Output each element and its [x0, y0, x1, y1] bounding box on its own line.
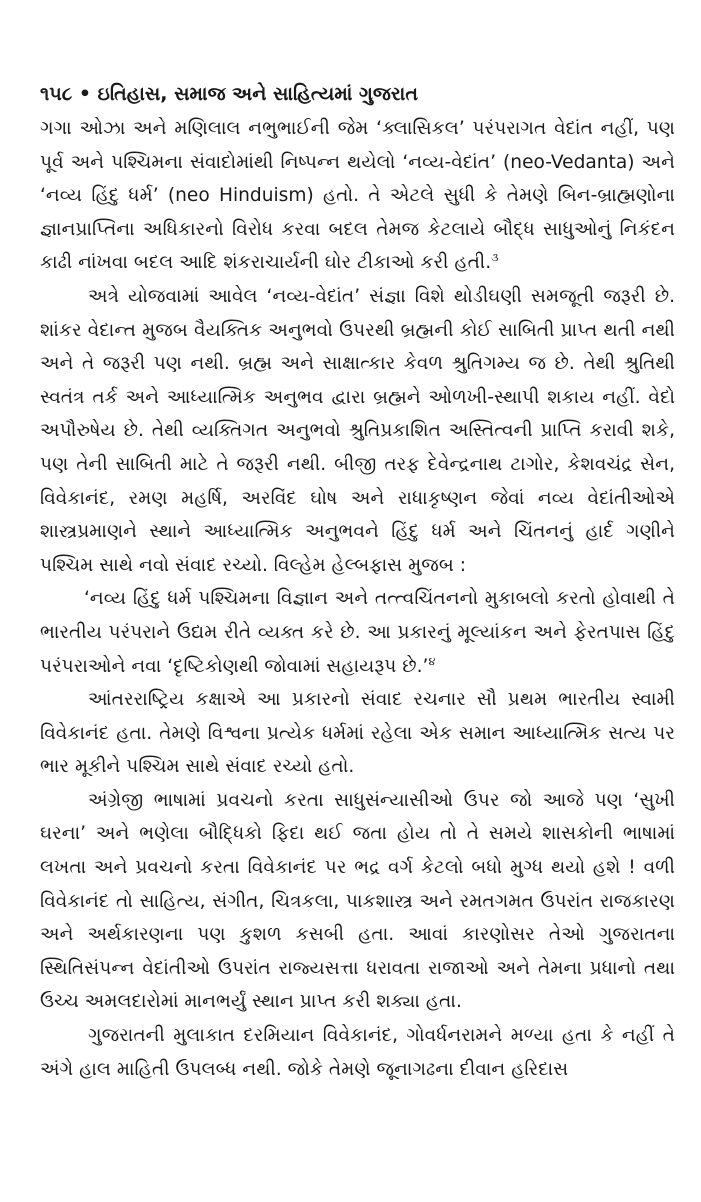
- paragraph-continuation: [40, 112, 675, 280]
- paragraph-gujarat-visit: [40, 1019, 675, 1086]
- paragraph-text: આંતરરાષ્ટ્રિય કક્ષાએ આ પ્રકારનો સંવાદ રચનાર સૌ પ્રથમ ભારતીય સ્વામી વિવેકાનંદ હતા. તેમણે વિશ્વના પ્રત્યેક ધર્મમાં રહેલા એક સમાન આધ્યાત્મિક સત્ય પર ભાર મૂકીને પશ્ચિમ સાથે સંવાદ રચ્યો હતો.: [40, 689, 675, 778]
- paragraph-neo-vedanta: [40, 280, 675, 582]
- paragraph-text: ગુજરાતની મુલાકાત દરમિયાન વિવેકાનંદ, ગોવર્ધનરામને મળ્યા હતા કે નહીં તે અંગે હાલ માહિતી ઉપલબ્ધ નથી. જોકે તેમણે જૂનાગઢના દીવાન હરિદાસ: [40, 1025, 675, 1080]
- block-quote: [40, 582, 675, 683]
- paragraph-text: અંગ્રેજી ભાષામાં પ્રવચનો કરતા સાધુસંન્યાસીઓ ઉપર જો આજે પણ ‘સુખી ઘરના’ અને ભણેલા બૌદ્ધિકો ફિદા થઈ જતા હોય તો તે સમયે શાસકોની ભાષામાં લખતા અને પ્રવચનો કરતા વિવેકાનંદ પર ભદ્ર વર્ગ કેટલો બધો મુગ્ધ થયો હશે ! વળી વિવેકાનંદ તો સાહિત્ય, સંગીત, ચિત્રકલા, પાકશાસ્ત્ર અને રમતગમત ઉપરાંત રાજકારણ અને અર્થકારણના પણ કુશળ કસબી હતા. આવાં કારણોસર તેઓ ગુજરાતના સ્થિતિસંપન્ન વેદાંતીઓ ઉપરાંત રાજ્યસત્તા ધરાવતા રાજાઓ અને તેમના પ્રધાનો તથા ઉચ્ચ અમલદારોમાં માનભર્યું સ્થાન પ્રાપ્ત કરી શક્યા હતા.: [40, 789, 675, 1013]
- paragraph-english-discourses: [40, 784, 675, 1019]
- paragraph-text: ગગા ઓઝા અને મણિલાલ નભુભાઈની જેમ ‘ક્લાસિકલ’ પરંપરાગત વેદાંત નહીં, પણ પૂર્વ અને પશ્ચિમના સંવાદોમાંથી નિષ્પન્ન થયેલો ‘નવ્ય-વેદાંત’ (neo-Vedanta) અને ‘નવ્ય હિંદુ ધર્મ’ (neo Hinduism) હતો. તે એટલે સુધી કે તેમણે બિન-બ્રાહ્મણોના જ્ઞાનપ્રાપ્તિના અધિકારનો વિરોધ કરવા બદલ તેમજ કેટલાયે બૌદ્ધ સાધુઓનું નિકંદન કાઢી નાંખવા બદલ આદિ શંકરાચાર્યની ઘોર ટીકાઓ કરી હતી.: [40, 118, 675, 274]
- running-head: ૧૫૮ • ઇતિહાસ, સમાજ અને સાહિત્યમાં ગુજરાત: [40, 83, 418, 105]
- footnote-marker: ૪: [428, 654, 436, 668]
- paragraph-vivekananda-dialogue: [40, 683, 675, 784]
- paragraph-text: અત્રે યોજવામાં આવેલ ‘નવ્ય-વેદાંત’ સંજ્ઞા વિશે થોડીઘણી સમજૂતી જરૂરી છે. શાંકર વેદાન્ત મુજબ વૈયક્તિક અનુભવો ઉપરથી બ્રહ્મની કોઈ સાબિતી પ્રાપ્ત થતી નથી અને તે જરૂરી પણ નથી. બ્રહ્મ અને સાક્ષાત્કાર કેવળ શ્રુતિગમ્ય જ છે. તેથી શ્રુતિથી સ્વતંત્ર તર્ક અને આધ્યાત્મિક અનુભવ દ્વારા બ્રહ્મને ઓળખી-સ્થાપી શકાય નહીં. વેદો અપૌરુષેય છે. તેથી વ્યક્તિગત અનુભવો શ્રુતિપ્રકાશિત અસ્તિત્વની પ્રાપ્તિ કરાવી શકે, પણ તેની સાબિતી માટે તે જરૂરી નથી. બીજી તરફ દેવેન્દ્રનાથ ટાગોર, કેશવચંદ્ર સેન, વિવેકાનંદ, રમણ મહર્ષિ, અરવિંદ ઘોષ અને રાધાકૃષ્ણન જેવાં નવ્ય વેદાંતીઓએ શાસ્ત્રપ્રમાણને સ્થાને આધ્યાત્મિક અનુભવને હિંદુ ધર્મ અને ચિંતનનું હાર્દ ગણીને પશ્ચિમ સાથે નવો સંવાદ રચ્યો. વિલ્હેમ હેલ્બફાસ મુજબ :: [40, 285, 675, 576]
- book-page: [40, 78, 675, 1086]
- footnote-marker: ૩: [491, 251, 499, 265]
- quote-text: ‘નવ્ય હિંદુ ધર્મ પશ્ચિમના વિજ્ઞાન અને તત્ત્વચિંતનનો મુકાબલો કરતો હોવાથી તે ભારતીય પરંપરાને ઉદ્યમ રીતે વ્યક્ત કરે છે. આ પ્રકારનું મૂલ્યાંકન અને ફેરતપાસ હિંદુ પરંપરાઓને નવા ‘દૃષ્ટિકોણથી જોવામાં સહાયરૂપ છે.’: [40, 588, 675, 677]
